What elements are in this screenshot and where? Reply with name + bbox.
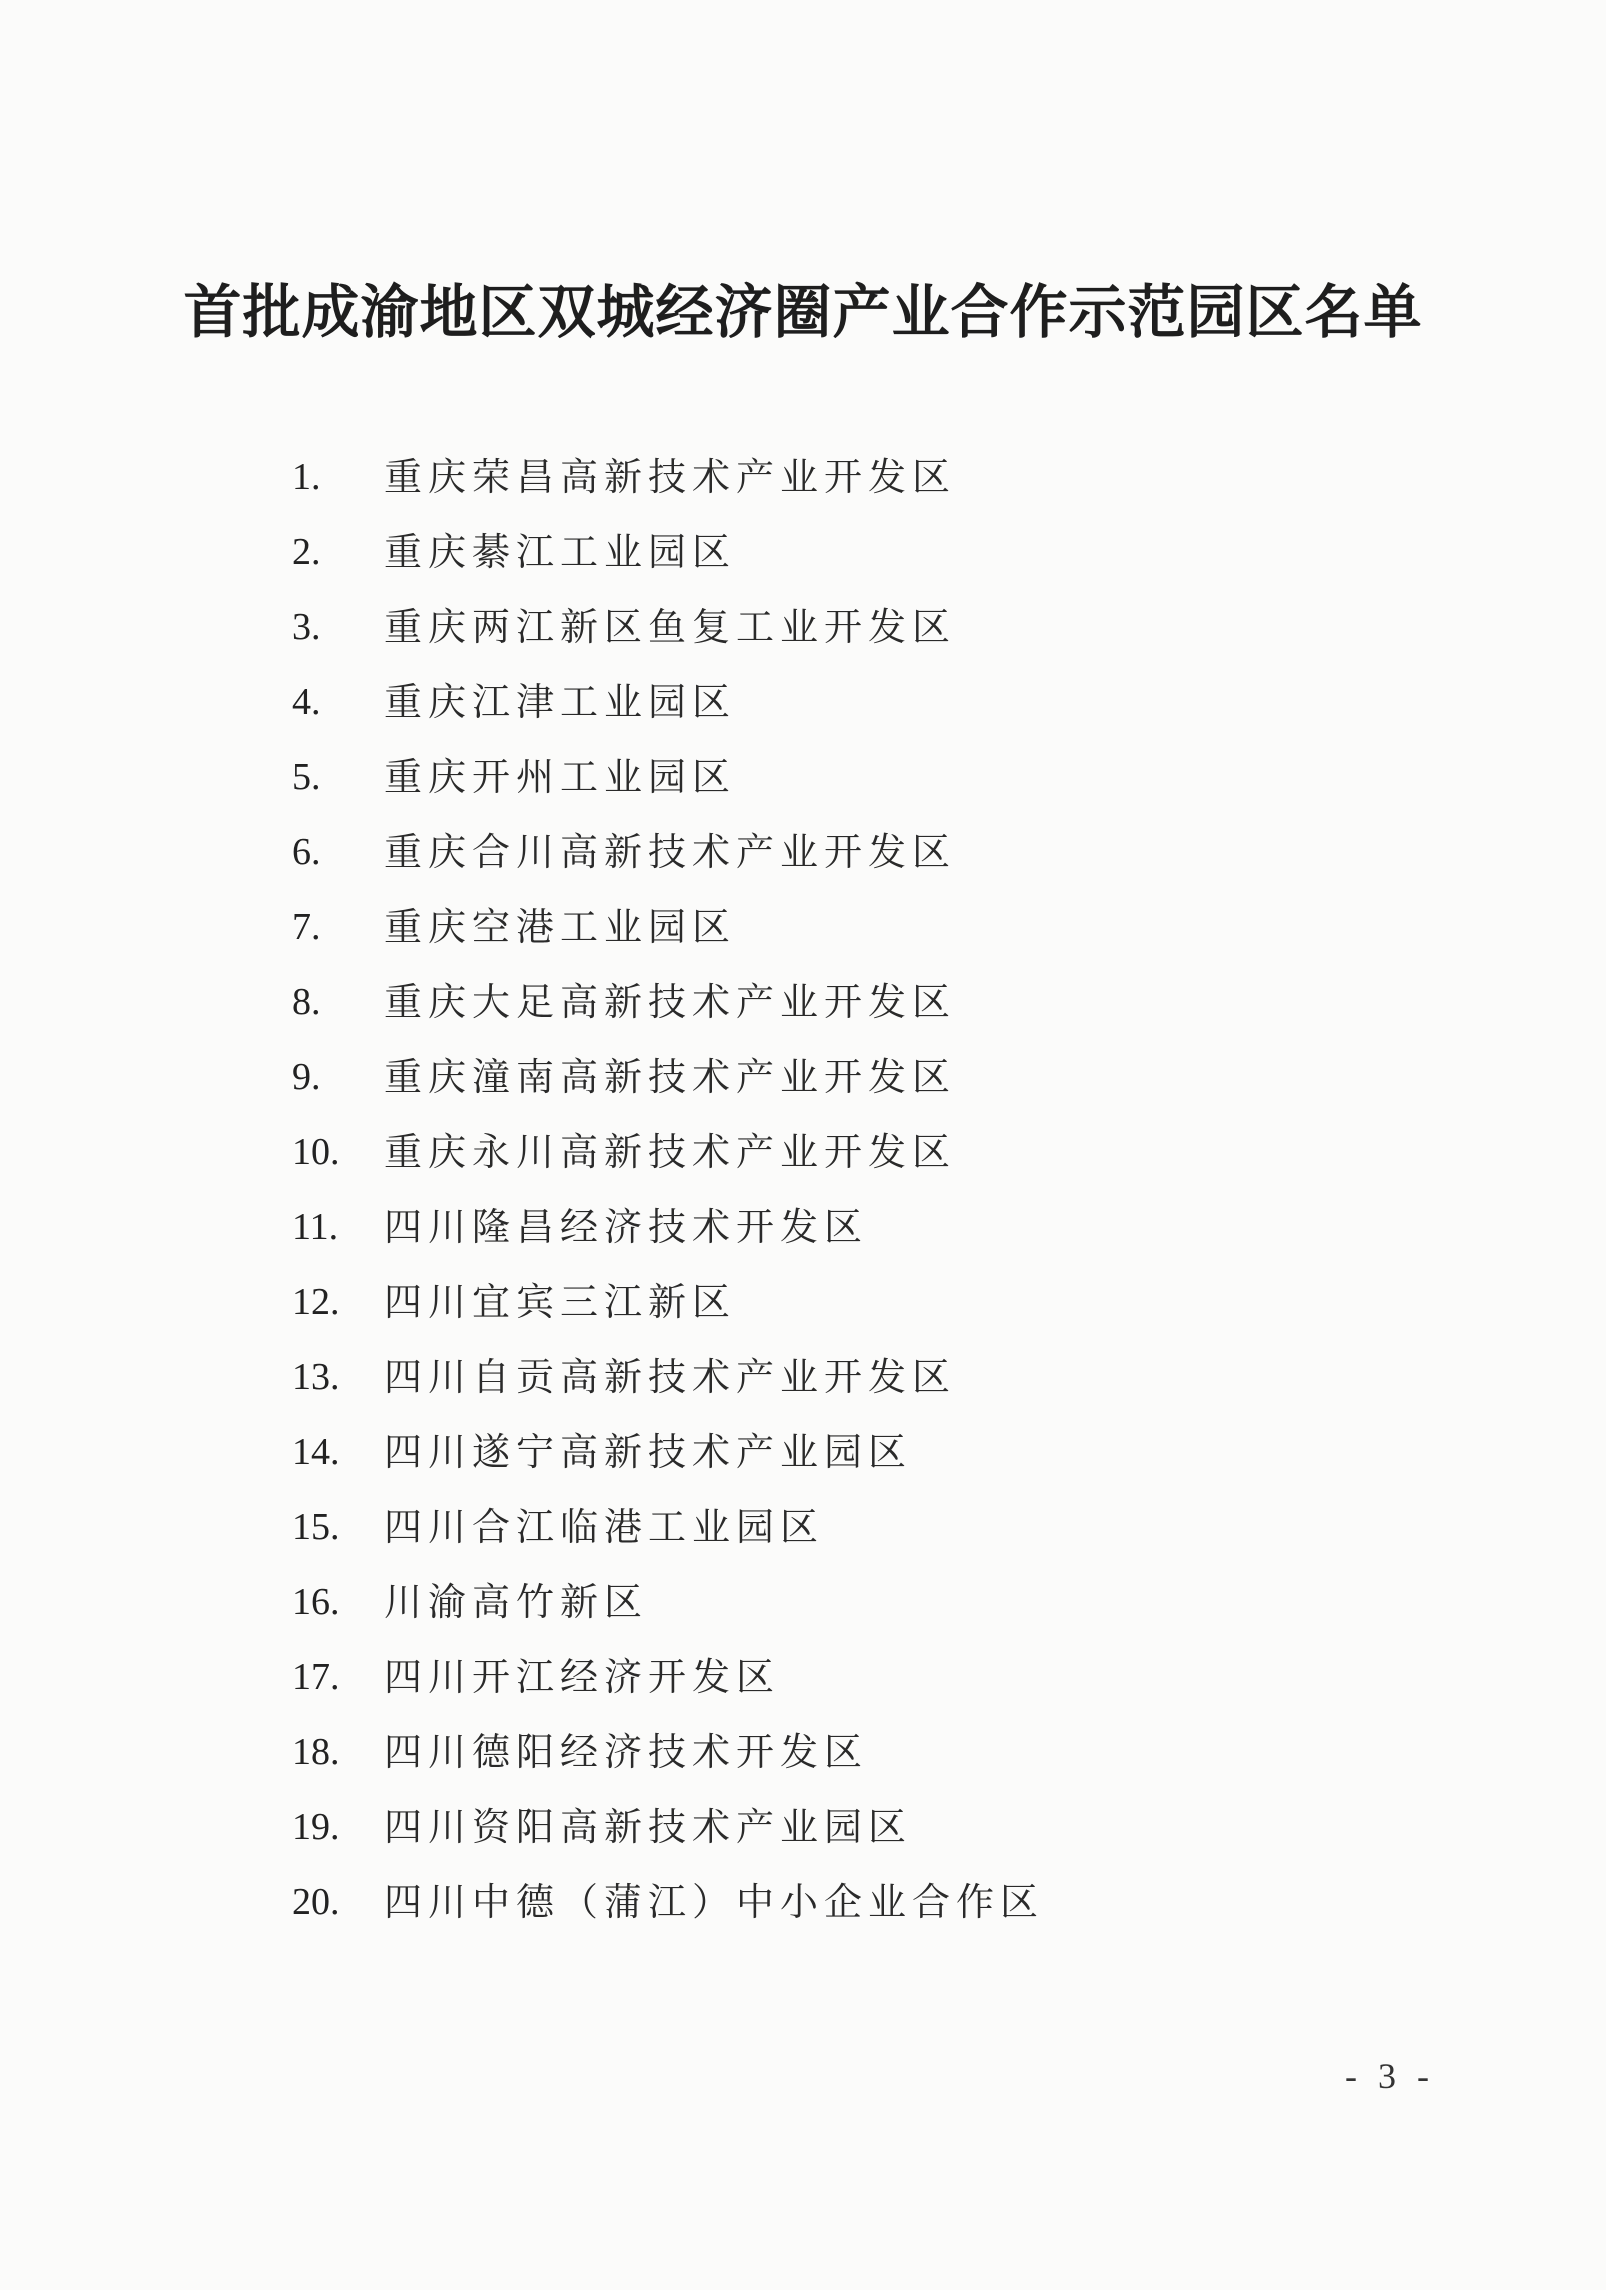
- list-item: [292, 1040, 1492, 1115]
- item-number: 13.: [292, 1356, 340, 1398]
- item-number: 20.: [292, 1881, 340, 1923]
- item-name: 四川自贡高新技术产业开发区: [384, 1355, 957, 1399]
- item-name: 四川资阳高新技术产业园区: [384, 1805, 913, 1849]
- item-number: 3.: [292, 606, 321, 648]
- list-item: [292, 1115, 1492, 1190]
- item-name: 四川隆昌经济技术开发区: [384, 1205, 869, 1249]
- item-number: 5.: [292, 756, 321, 798]
- item-name: 川渝高竹新区: [384, 1580, 649, 1624]
- item-name: 四川合江临港工业园区: [384, 1505, 825, 1549]
- item-number: 11.: [292, 1206, 339, 1248]
- list-item: [292, 1415, 1492, 1490]
- list-item: [292, 665, 1492, 740]
- page-number: - 3 -: [1345, 2056, 1435, 2096]
- item-name: 重庆江津工业园区: [384, 680, 737, 724]
- park-list: [292, 440, 1492, 1940]
- item-name: 重庆两江新区鱼复工业开发区: [384, 605, 957, 649]
- item-number: 10.: [292, 1131, 340, 1173]
- item-number: 9.: [292, 1056, 321, 1098]
- item-number: 2.: [292, 531, 321, 573]
- list-item: [292, 740, 1492, 815]
- item-number: 18.: [292, 1731, 340, 1773]
- list-item: [292, 1265, 1492, 1340]
- list-item: [292, 1190, 1492, 1265]
- list-item: [292, 590, 1492, 665]
- list-item: [292, 1715, 1492, 1790]
- list-item: [292, 965, 1492, 1040]
- list-item: [292, 1565, 1492, 1640]
- item-number: 16.: [292, 1581, 340, 1623]
- item-name: 重庆合川高新技术产业开发区: [384, 830, 957, 874]
- list-item: [292, 1790, 1492, 1865]
- list-item: [292, 1865, 1492, 1940]
- item-name: 四川开江经济开发区: [384, 1655, 781, 1699]
- list-item: [292, 1490, 1492, 1565]
- item-name: 重庆潼南高新技术产业开发区: [384, 1055, 957, 1099]
- item-name: 重庆綦江工业园区: [384, 530, 737, 574]
- list-item: [292, 440, 1492, 515]
- page-title: 首批成渝地区双城经济圈产业合作示范园区名单: [183, 278, 1423, 346]
- item-name: 重庆永川高新技术产业开发区: [384, 1130, 957, 1174]
- item-name: 四川中德（蒲江）中小企业合作区: [384, 1880, 1045, 1924]
- list-item: [292, 515, 1492, 590]
- item-name: 重庆荣昌高新技术产业开发区: [384, 455, 957, 499]
- item-name: 重庆开州工业园区: [384, 755, 737, 799]
- list-item: [292, 815, 1492, 890]
- item-number: 15.: [292, 1506, 340, 1548]
- item-number: 19.: [292, 1806, 340, 1848]
- item-name: 四川宜宾三江新区: [384, 1280, 737, 1324]
- item-name: 重庆空港工业园区: [384, 905, 737, 949]
- item-number: 8.: [292, 981, 321, 1023]
- item-number: 14.: [292, 1431, 340, 1473]
- item-number: 4.: [292, 681, 321, 723]
- item-number: 7.: [292, 906, 321, 948]
- item-name: 四川德阳经济技术开发区: [384, 1730, 869, 1774]
- item-name: 四川遂宁高新技术产业园区: [384, 1430, 913, 1474]
- list-item: [292, 1340, 1492, 1415]
- list-item: [292, 890, 1492, 965]
- list-item: [292, 1640, 1492, 1715]
- item-number: 1.: [292, 456, 321, 498]
- item-number: 17.: [292, 1656, 340, 1698]
- item-name: 重庆大足高新技术产业开发区: [384, 980, 957, 1024]
- item-number: 6.: [292, 831, 321, 873]
- item-number: 12.: [292, 1281, 340, 1323]
